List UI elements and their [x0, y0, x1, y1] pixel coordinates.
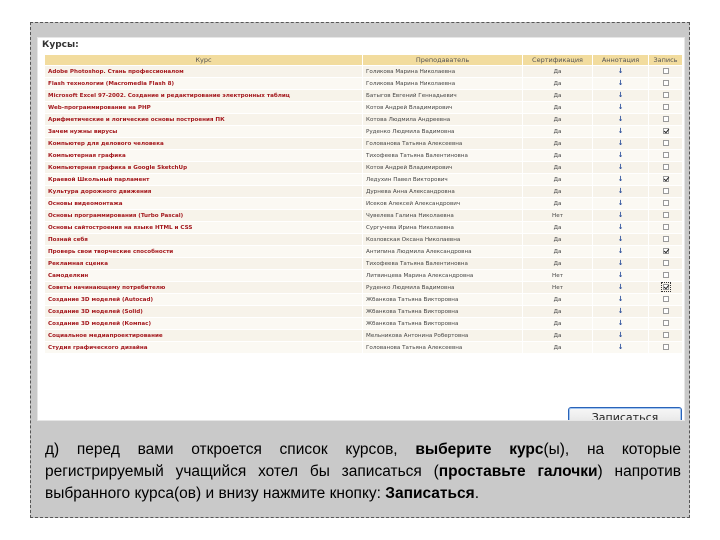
annotation-cell [593, 246, 649, 258]
certification-value: Да [523, 198, 593, 210]
enroll-cell [649, 186, 683, 198]
caption-text: д) перед вами откроется список курсов, [45, 441, 416, 458]
enroll-cell [649, 318, 683, 330]
teacher-name: Исеков Алексей Александрович [363, 198, 523, 210]
caption-emphasis: Записаться [385, 485, 475, 502]
table-row [45, 270, 683, 282]
course-link[interactable]: Adobe Photoshop. Стань профессионалом [45, 66, 363, 78]
enroll-checkbox[interactable] [663, 200, 669, 206]
info-icon[interactable]: ↓ [617, 151, 624, 159]
annotation-cell [593, 294, 649, 306]
course-link[interactable]: Краевой Школьный парламент [45, 174, 363, 186]
slide [30, 22, 690, 518]
course-link[interactable]: Студия графического дизайна [45, 342, 363, 354]
annotation-cell [593, 186, 649, 198]
info-icon[interactable]: ↓ [617, 79, 624, 87]
course-link[interactable]: Основы видеомонтажа [45, 198, 363, 210]
enroll-cell [649, 90, 683, 102]
enroll-checkbox[interactable] [663, 332, 669, 338]
teacher-name: Котов Андрей Владимирович [363, 102, 523, 114]
enroll-cell [649, 138, 683, 150]
enroll-checkbox[interactable] [663, 140, 669, 146]
course-link[interactable]: Зачем нужны вирусы [45, 126, 363, 138]
certification-value: Да [523, 330, 593, 342]
annotation-cell [593, 234, 649, 246]
course-link[interactable]: Создание 3D моделей (Компас) [45, 318, 363, 330]
column-header-certification[interactable]: Сертификация [523, 55, 593, 66]
annotation-cell [593, 126, 649, 138]
info-icon[interactable]: ↓ [617, 187, 624, 195]
table-row [45, 258, 683, 270]
enroll-checkbox[interactable] [663, 272, 669, 278]
annotation-cell [593, 78, 649, 90]
enroll-checkbox[interactable] [663, 176, 669, 182]
annotation-cell [593, 330, 649, 342]
table-row [45, 246, 683, 258]
caption-emphasis: проставьте галочки [438, 463, 598, 480]
certification-value: Да [523, 114, 593, 126]
teacher-name: Котова Людмила Андреевна [363, 114, 523, 126]
enroll-checkbox[interactable] [663, 68, 669, 74]
info-icon[interactable]: ↓ [617, 127, 624, 135]
course-link[interactable]: Microsoft Excel 97-2002. Создание и редактирование электронных таблиц [45, 90, 363, 102]
info-icon[interactable]: ↓ [617, 331, 624, 339]
info-icon[interactable]: ↓ [617, 199, 624, 207]
table-row [45, 126, 683, 138]
teacher-name: Котов Андрей Владимирович [363, 162, 523, 174]
info-icon[interactable]: ↓ [617, 307, 624, 315]
info-icon[interactable]: ↓ [617, 163, 624, 171]
course-link[interactable]: Советы начинающему потребителю [45, 282, 363, 294]
table-row [45, 66, 683, 78]
info-icon[interactable]: ↓ [617, 175, 624, 183]
annotation-cell [593, 270, 649, 282]
teacher-name: Голованова Татьяна Алексеевна [363, 342, 523, 354]
caption-emphasis: выберите курс [415, 441, 544, 458]
info-icon[interactable]: ↓ [617, 139, 624, 147]
certification-value: Да [523, 294, 593, 306]
certification-value: Да [523, 222, 593, 234]
certification-value: Да [523, 342, 593, 354]
info-icon[interactable]: ↓ [617, 247, 624, 255]
table-row [45, 102, 683, 114]
course-link[interactable]: Создание 3D моделей (Autocad) [45, 294, 363, 306]
annotation-cell [593, 258, 649, 270]
teacher-name: Сургучева Ирина Николаевна [363, 222, 523, 234]
table-row [45, 150, 683, 162]
certification-value: Да [523, 78, 593, 90]
course-link[interactable]: Проверь свои творческие способности [45, 246, 363, 258]
teacher-name: Антипина Людмила Александровна [363, 246, 523, 258]
annotation-cell [593, 306, 649, 318]
table-row [45, 306, 683, 318]
certification-value: Да [523, 246, 593, 258]
info-icon[interactable]: ↓ [617, 235, 624, 243]
course-link[interactable]: Компьютерная графика [45, 150, 363, 162]
course-link[interactable]: Рекламная сценка [45, 258, 363, 270]
course-link[interactable]: Познай себя [45, 234, 363, 246]
teacher-name: Жбанкова Татьяна Викторовна [363, 318, 523, 330]
table-row [45, 90, 683, 102]
column-header-teacher[interactable]: Преподаватель [363, 55, 523, 66]
enroll-checkbox[interactable] [663, 260, 669, 266]
enroll-checkbox[interactable] [663, 116, 669, 122]
teacher-name: Мельникова Антонина Робертовна [363, 330, 523, 342]
enroll-button[interactable]: Записаться [568, 407, 682, 421]
table-row [45, 210, 683, 222]
teacher-name: Жбанкова Татьяна Викторовна [363, 294, 523, 306]
teacher-name: Козловская Оксана Николаевна [363, 234, 523, 246]
enroll-checkbox[interactable] [663, 296, 669, 302]
enroll-cell [649, 282, 683, 294]
certification-value: Да [523, 102, 593, 114]
certification-value: Да [523, 150, 593, 162]
table-row [45, 114, 683, 126]
table-row [45, 162, 683, 174]
certification-value: Да [523, 306, 593, 318]
info-icon[interactable]: ↓ [617, 343, 624, 351]
annotation-cell [593, 210, 649, 222]
certification-value: Да [523, 234, 593, 246]
table-row [45, 198, 683, 210]
enroll-checkbox[interactable] [663, 92, 669, 98]
teacher-name: Дурнева Анна Александровна [363, 186, 523, 198]
caption-text: ) напротив выбранного курса(ов) и внизу нажмите кнопку: [45, 463, 681, 502]
certification-value: Нет [523, 210, 593, 222]
course-link[interactable]: Арифметические и логические основы построения ПК [45, 114, 363, 126]
course-link[interactable]: Flash технологии (Macromedia Flash 8) [45, 78, 363, 90]
table-row [45, 342, 683, 354]
column-header-annotation[interactable]: Аннотация [593, 55, 649, 66]
table-row [45, 330, 683, 342]
enroll-cell [649, 342, 683, 354]
teacher-name: Ледухин Павел Викторович [363, 174, 523, 186]
teacher-name: Тихофеева Татьяна Валентиновна [363, 258, 523, 270]
certification-value: Да [523, 138, 593, 150]
enroll-checkbox[interactable] [663, 128, 669, 134]
info-icon[interactable]: ↓ [617, 259, 624, 267]
table-row [45, 294, 683, 306]
annotation-cell [593, 102, 649, 114]
enroll-cell [649, 150, 683, 162]
info-icon[interactable]: ↓ [617, 211, 624, 219]
enroll-cell [649, 294, 683, 306]
annotation-cell [593, 198, 649, 210]
teacher-name: Литвинцева Марина Александровна [363, 270, 523, 282]
certification-value: Нет [523, 270, 593, 282]
annotation-cell [593, 150, 649, 162]
info-icon[interactable]: ↓ [617, 319, 624, 327]
enroll-checkbox[interactable] [663, 236, 669, 242]
enroll-cell [649, 126, 683, 138]
enroll-cell [649, 78, 683, 90]
teacher-name: Руденко Людмила Вадимовна [363, 126, 523, 138]
enroll-cell [649, 258, 683, 270]
teacher-name: Голикова Марина Николаевна [363, 66, 523, 78]
course-list-screenshot [37, 37, 685, 421]
table-row [45, 78, 683, 90]
enroll-checkbox[interactable] [663, 320, 669, 326]
caption-text: . [474, 485, 480, 502]
info-icon[interactable]: ↓ [617, 223, 624, 231]
info-icon[interactable]: ↓ [617, 295, 624, 303]
course-link[interactable]: Основы сайтостроения на языке HTML и CSS [45, 222, 363, 234]
certification-value: Да [523, 174, 593, 186]
course-link[interactable]: Культура дорожного движения [45, 186, 363, 198]
teacher-name: Чувелева Галина Николаевна [363, 210, 523, 222]
table-row [45, 222, 683, 234]
page-title: Курсы: [42, 40, 79, 50]
instruction-caption [45, 439, 681, 505]
info-icon[interactable]: ↓ [617, 271, 624, 279]
enroll-cell [649, 114, 683, 126]
info-icon[interactable]: ↓ [617, 283, 624, 291]
teacher-name: Голованова Татьяна Алексеевна [363, 138, 523, 150]
enroll-cell [649, 306, 683, 318]
teacher-name: Батыгов Евгений Геннадьевич [363, 90, 523, 102]
enroll-checkbox[interactable] [663, 308, 669, 314]
table-row [45, 174, 683, 186]
certification-value: Да [523, 258, 593, 270]
enroll-checkbox[interactable] [663, 224, 669, 230]
enroll-cell [649, 270, 683, 282]
teacher-name: Руденко Людмила Вадимовна [363, 282, 523, 294]
certification-value: Да [523, 90, 593, 102]
annotation-cell [593, 222, 649, 234]
enroll-cell [649, 198, 683, 210]
certification-value: Да [523, 162, 593, 174]
enroll-cell [649, 330, 683, 342]
course-link[interactable]: Web-программирование на PHP [45, 102, 363, 114]
info-icon[interactable]: ↓ [617, 115, 624, 123]
enroll-cell [649, 162, 683, 174]
teacher-name: Жбанкова Татьяна Викторовна [363, 306, 523, 318]
enroll-checkbox[interactable] [663, 80, 669, 86]
table-row [45, 186, 683, 198]
teacher-name: Тихофеева Татьяна Валентиновна [363, 150, 523, 162]
enroll-checkbox[interactable] [663, 164, 669, 170]
table-header-row [45, 55, 683, 66]
enroll-checkbox[interactable] [663, 284, 669, 290]
enroll-cell [649, 174, 683, 186]
table-row [45, 138, 683, 150]
course-link[interactable]: Основы программирования (Turbo Pascal) [45, 210, 363, 222]
enroll-cell [649, 222, 683, 234]
annotation-cell [593, 174, 649, 186]
info-icon[interactable]: ↓ [617, 67, 624, 75]
enroll-cell [649, 210, 683, 222]
certification-value: Да [523, 66, 593, 78]
course-link[interactable]: Компьютерная графика в Google SketchUp [45, 162, 363, 174]
certification-value: Нет [523, 282, 593, 294]
enroll-cell [649, 66, 683, 78]
annotation-cell [593, 342, 649, 354]
enroll-checkbox[interactable] [663, 104, 669, 110]
annotation-cell [593, 282, 649, 294]
annotation-cell [593, 162, 649, 174]
table-row [45, 282, 683, 294]
enroll-checkbox[interactable] [663, 152, 669, 158]
enroll-cell [649, 234, 683, 246]
annotation-cell [593, 66, 649, 78]
enroll-cell [649, 246, 683, 258]
table-row [45, 234, 683, 246]
table-row [45, 318, 683, 330]
course-link[interactable]: Создание 3D моделей (Solid) [45, 306, 363, 318]
enroll-checkbox[interactable] [663, 212, 669, 218]
caption-text: (ы), на которые регистрируемый учащийся хотел бы записаться ( [45, 441, 681, 480]
teacher-name: Голикова Марина Николаевна [363, 78, 523, 90]
annotation-cell [593, 138, 649, 150]
certification-value: Да [523, 186, 593, 198]
certification-value: Да [523, 126, 593, 138]
annotation-cell [593, 114, 649, 126]
column-header-course[interactable]: Курс [45, 55, 363, 66]
enroll-checkbox[interactable] [663, 344, 669, 350]
course-link[interactable]: Самоделкин [45, 270, 363, 282]
course-link[interactable]: Компьютер для делового человека [45, 138, 363, 150]
column-header-enroll[interactable]: Запись [649, 55, 683, 66]
info-icon[interactable]: ↓ [617, 91, 624, 99]
enroll-checkbox[interactable] [663, 248, 669, 254]
enroll-cell [649, 102, 683, 114]
course-link[interactable]: Социальное медиапроектирование [45, 330, 363, 342]
certification-value: Да [523, 318, 593, 330]
annotation-cell [593, 90, 649, 102]
info-icon[interactable]: ↓ [617, 103, 624, 111]
button-area [560, 398, 685, 421]
enroll-checkbox[interactable] [663, 188, 669, 194]
annotation-cell [593, 318, 649, 330]
courses-table [44, 54, 683, 354]
